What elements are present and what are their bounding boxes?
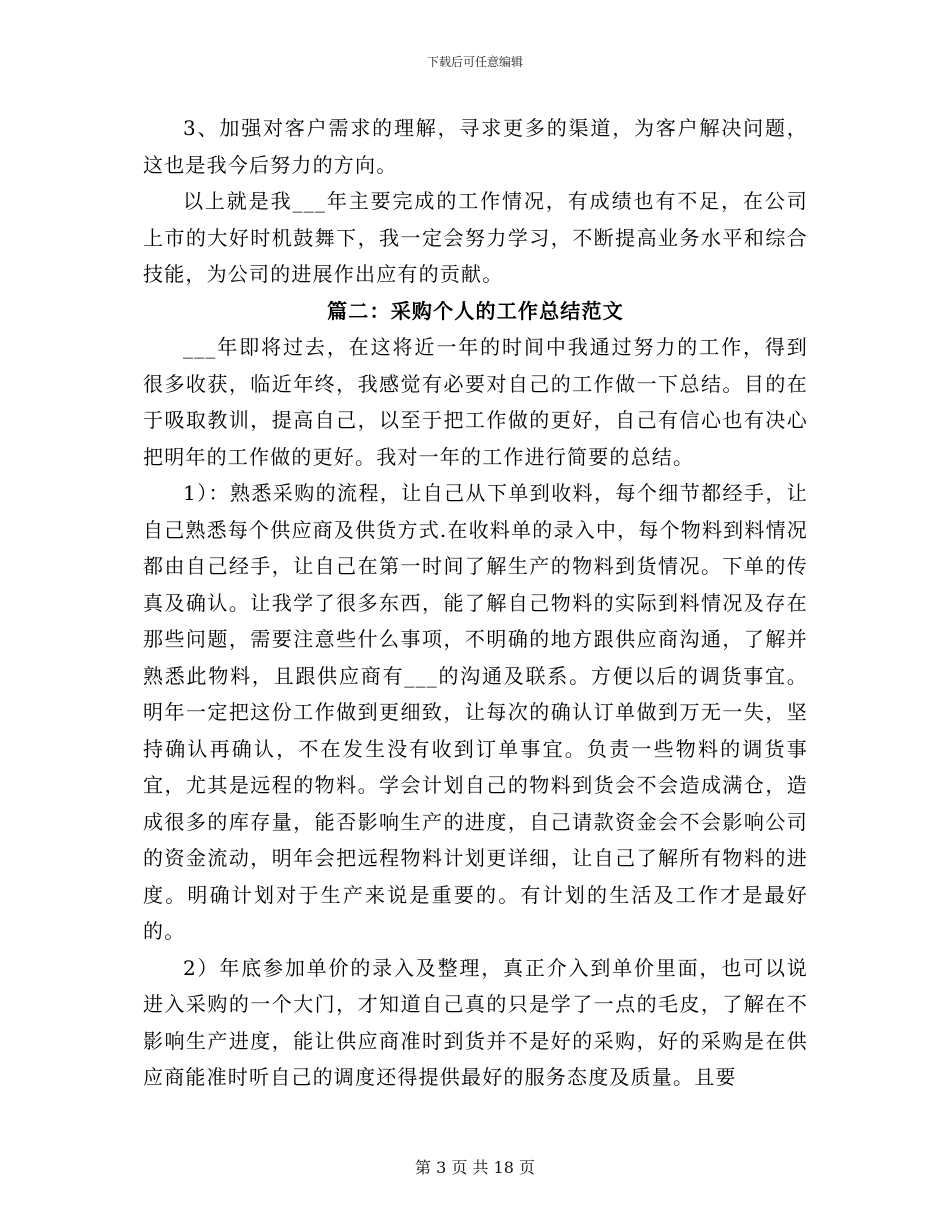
body-paragraph: 以上就是我___年主要完成的工作情况，有成绩也有不足，在公司上市的大好时机鼓舞下，我一定会努力学习，不断提高业务水平和综合技能，为公司的进展作出应有的贡献。 (143, 189, 808, 286)
page-footer: 第 3 页 共 18 页 (415, 1158, 535, 1177)
document-body (143, 110, 808, 1096)
section-heading: 篇二：采购个人的工作总结范文 (327, 298, 624, 323)
body-paragraph: 3、加强对客户需求的理解，寻求更多的渠道，为客户解决问题，这也是我今后努力的方向。 (143, 116, 808, 177)
page-header: 下载后可任意编辑 (426, 55, 523, 69)
body-paragraph: 1）：熟悉采购的流程，让自己从下单到收料，每个细节都经手，让自己熟悉每个供应商及供货方式.在收料单的录入中，每个物料到料情况都由自己经手，让自己在第一时间了解生产的物料到货情况。下单的传真及确认。让我学了很多东西，能了解自己物料的实际到料情况及存在那些问题，需要注意些什么事项，不明确的地方跟供应商沟通，了解并熟悉此物料，且跟供应商有___的沟通及联系。方便以后的调货事宜。明年一定把这份工作做到更细致，让每次的确认订单做到万无一失，坚持确认再确认，不在发生没有收到订单事宜。负责一些物料的调货事宜，尤其是远程的物料。学会计划自己的物料到货会不会造成满仓，造成很多的库存量，能否影响生产的进度，自己请款资金会不会影响公司的资金流动，明年会把远程物料计划更详细，让自己了解所有物料的进度。明确计划对于生产来说是重要的。有计划的生活及工作才是最好的。 (143, 481, 808, 943)
body-paragraph: ___年即将过去，在这将近一年的时间中我通过努力的工作，得到很多收获，临近年终，我感觉有必要对自己的工作做一下总结。目的在于吸取教训，提高自己，以至于把工作做的更好，自己有信心也有决心把明年的工作做的更好。我对一年的工作进行简要的总结。 (143, 335, 808, 469)
body-paragraph: 2）年底参加单价的录入及整理，真正介入到单价里面，也可以说进入采购的一个大门，才知道自己真的只是学了一点的毛皮，了解在不影响生产进度，能让供应商准时到货并不是好的采购，好的采购是在供应商能准时听自己的调度还得提供最好的服务态度及质量。且要 (143, 955, 808, 1089)
